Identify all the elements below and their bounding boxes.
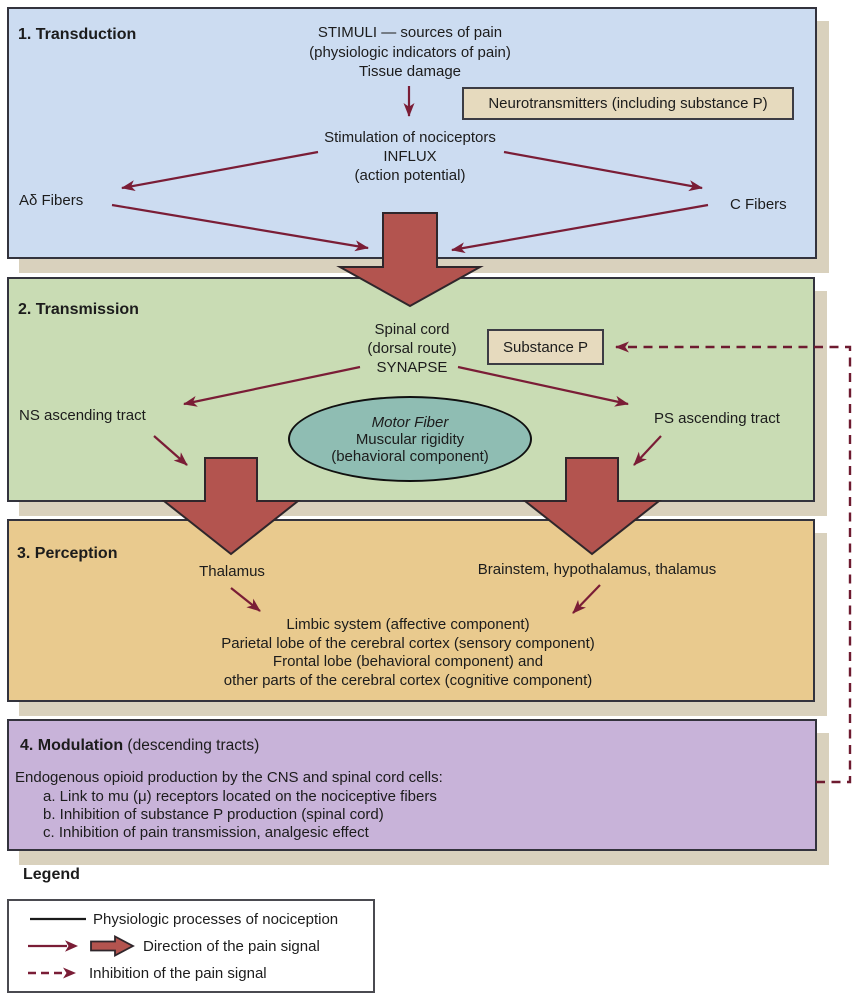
ps-ascending-tract-label: PS ascending tract <box>654 410 780 427</box>
nociceptor-line: (action potential) <box>354 167 466 184</box>
thalamus-label: Thalamus <box>199 563 265 580</box>
modulation-title <box>20 737 259 755</box>
cortex-block <box>221 616 595 690</box>
neurotransmitters-note-box <box>462 87 794 120</box>
inhibition-dashed-arrow-icon <box>27 963 83 983</box>
stimuli-line: Tissue damage <box>359 63 461 80</box>
motor-fiber-line: (behavioral component) <box>331 447 489 465</box>
motor-fiber-line: Motor Fiber <box>371 413 449 431</box>
transduction-title: 1. Transduction <box>18 26 137 43</box>
cortex-line: Frontal lobe (behavioral component) and <box>272 653 544 670</box>
pain-direction-arrow-icon <box>27 934 137 958</box>
legend-solid-label: Physiologic processes of nociception <box>93 910 339 928</box>
motor-fiber-line: Muscular rigidity <box>355 430 465 448</box>
a-delta-fibers-label: Aδ Fibers <box>19 192 84 209</box>
legend-box <box>7 899 375 993</box>
solid-line-icon <box>29 909 87 929</box>
modulation-title-bold: 4. Modulation <box>20 737 124 754</box>
spinal-line: Spinal cord <box>374 321 450 338</box>
c-fibers-label: C Fibers <box>730 196 787 213</box>
stimuli-line: (physiologic indicators of pain) <box>309 43 511 61</box>
legend-row-direction <box>9 934 373 958</box>
modulation-item-b: b. Inhibition of substance P production (spinal cord) <box>43 806 384 823</box>
legend-direction-label: Direction of the pain signal <box>143 937 320 955</box>
ns-ascending-tract-label: NS ascending tract <box>19 407 146 424</box>
legend-inhibition-label: Inhibition of the pain signal <box>89 964 267 982</box>
stimuli-block <box>309 23 511 82</box>
brainstem-label: Brainstem, hypothalamus, thalamus <box>477 561 717 578</box>
neurotransmitters-note-label: Neurotransmitters (including substance P) <box>488 95 768 112</box>
nociceptor-line: INFLUX <box>383 148 437 165</box>
modulation-item-c: c. Inhibition of pain transmission, analgesic effect <box>43 824 369 841</box>
modulation-item-a: a. Link to mu (μ) receptors located on the nociceptive fibers <box>43 788 437 805</box>
cortex-line: Limbic system (affective component) <box>286 616 530 633</box>
transmission-title: 2. Transmission <box>18 301 139 318</box>
legend-row-inhibition <box>9 963 373 983</box>
modulation-intro: Endogenous opioid production by the CNS and spinal cord cells: <box>15 769 443 786</box>
perception-title: 3. Perception <box>17 545 118 562</box>
cortex-line: Parietal lobe of the cerebral cortex (sensory component) <box>221 634 595 652</box>
nociceptor-block <box>324 128 496 185</box>
spinal-cord-block <box>367 320 456 377</box>
legend-row-solid <box>9 909 373 929</box>
spinal-line: (dorsal route) <box>367 340 457 357</box>
modulation-title-suffix: (descending tracts) <box>123 737 260 754</box>
cortex-line: other parts of the cerebral cortex (cognitive component) <box>223 671 593 689</box>
stimuli-line: STIMULI — sources of pain <box>317 24 503 41</box>
legend-title: Legend <box>23 866 80 883</box>
spinal-line: SYNAPSE <box>376 359 448 376</box>
motor-fiber-ellipse <box>288 396 532 482</box>
substance-p-label: Substance P <box>502 338 589 356</box>
substance-p-note-box <box>487 329 604 365</box>
nociceptor-line: Stimulation of nociceptors <box>324 129 496 146</box>
